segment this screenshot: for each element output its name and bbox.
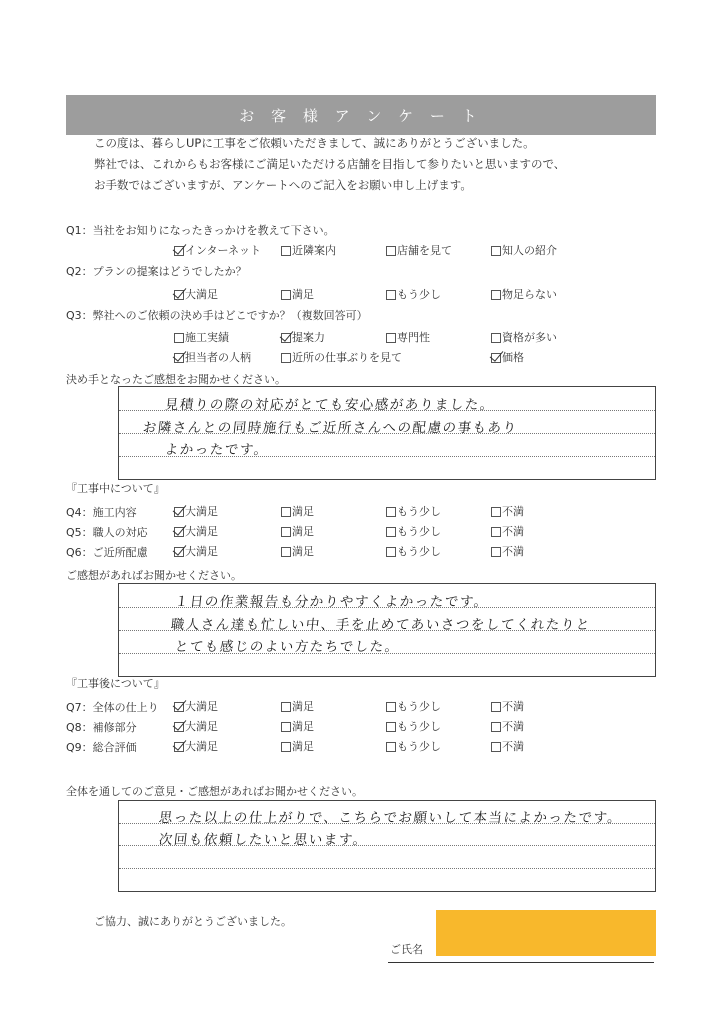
q1-label: Q1：当社をお知りになったきっかけを教えて下さい。	[66, 224, 335, 237]
checkbox[interactable]	[281, 353, 291, 363]
checkbox-checked[interactable]	[491, 353, 501, 363]
q5-option-somewhat[interactable]: もう少し	[386, 526, 441, 537]
checkbox-checked[interactable]	[174, 742, 184, 752]
q4-option-unsatisfied[interactable]: 不満	[491, 506, 524, 517]
comment3-box[interactable]	[118, 800, 656, 892]
closing-thanks: ご協力、誠にありがとうございました。	[94, 915, 292, 928]
q3-option-staff[interactable]: 担当者の人柄	[174, 352, 251, 363]
checkbox-checked[interactable]	[281, 333, 291, 343]
q5-option-unsatisfied[interactable]: 不満	[491, 526, 524, 537]
q3-label: Q3：弊社へのご依頼の決め手はどこですか？（複数回答可）	[66, 309, 368, 322]
checkbox-checked[interactable]	[174, 702, 184, 712]
checkbox[interactable]	[281, 742, 291, 752]
checkbox[interactable]	[386, 507, 396, 517]
name-label: ご氏名	[390, 943, 423, 956]
q2-option-satisfied[interactable]: 満足	[281, 289, 314, 300]
q6-option-satisfied[interactable]: 満足	[281, 546, 314, 557]
checkbox-checked[interactable]	[174, 527, 184, 537]
checkbox[interactable]	[386, 246, 396, 256]
checkbox[interactable]	[491, 290, 501, 300]
comment3-text-line-2: 次回も依頼したいと思います。	[157, 832, 369, 848]
survey-title-bar	[66, 95, 656, 135]
q7-option-somewhat[interactable]: もう少し	[386, 701, 441, 712]
q9-option-somewhat[interactable]: もう少し	[386, 741, 441, 752]
checkbox[interactable]	[491, 246, 501, 256]
q9-option-satisfied[interactable]: 満足	[281, 741, 314, 752]
q5-option-very-satisfied[interactable]: 大満足	[174, 526, 218, 537]
q3-option-track-record[interactable]: 施工実績	[174, 332, 229, 343]
checkbox[interactable]	[174, 333, 184, 343]
checkbox[interactable]	[281, 507, 291, 517]
checkbox[interactable]	[386, 722, 396, 732]
q2-option-very-satisfied[interactable]: 大満足	[174, 289, 218, 300]
checkbox-checked[interactable]	[174, 722, 184, 732]
q7-option-unsatisfied[interactable]: 不満	[491, 701, 524, 712]
q3-option-price[interactable]: 価格	[491, 352, 524, 363]
after-heading: 『工事後について』	[66, 677, 165, 690]
name-signature-line[interactable]	[388, 962, 654, 963]
checkbox[interactable]	[491, 722, 501, 732]
q1-option-internet[interactable]: インターネット	[174, 245, 261, 256]
q8-option-satisfied[interactable]: 満足	[281, 721, 314, 732]
q2-label: Q2：プランの提案はどうでしたか？	[66, 265, 247, 278]
survey-title: お 客 様 ア ン ケ ー ト	[239, 106, 483, 125]
checkbox[interactable]	[386, 547, 396, 557]
comment2-text-line-3: とても感じのよい方たちでした。	[173, 639, 401, 655]
q7-label: Q7：全体の仕上り	[66, 701, 159, 714]
q8-option-somewhat[interactable]: もう少し	[386, 721, 441, 732]
q2-option-somewhat[interactable]: もう少し	[386, 289, 441, 300]
q3-option-expertise[interactable]: 専門性	[386, 332, 430, 343]
comment2-box[interactable]	[118, 583, 656, 677]
q6-option-somewhat[interactable]: もう少し	[386, 546, 441, 557]
checkbox-checked[interactable]	[174, 507, 184, 517]
comment1-text-line-3: よかったです。	[163, 442, 270, 458]
checkbox[interactable]	[491, 547, 501, 557]
q4-label: Q4：施工内容	[66, 506, 137, 519]
q6-label: Q6：ご近所配慮	[66, 546, 148, 559]
comment2-text-line-1: １日の作業報告も分かりやすくよかったです。	[173, 594, 490, 610]
comment3-text-line-1: 思った以上の仕上がりで、こちらでお願いして本当によかったです。	[157, 810, 624, 826]
during-heading: 『工事中について』	[66, 482, 165, 495]
checkbox[interactable]	[491, 333, 501, 343]
q8-label: Q8：補修部分	[66, 721, 137, 734]
checkbox-checked[interactable]	[174, 290, 184, 300]
intro-line-1: この度は、暮らしUPに工事をご依頼いただきまして、誠にありがとうございました。	[94, 136, 535, 150]
q5-label: Q5：職人の対応	[66, 526, 148, 539]
ruled-line	[119, 868, 655, 869]
comment3-prompt: 全体を通してのご意見・ご感想があればお聞かせください。	[66, 785, 363, 798]
q1-option-store[interactable]: 店舗を見て	[386, 245, 452, 256]
q3-option-proposal[interactable]: 提案力	[281, 332, 325, 343]
checkbox[interactable]	[281, 527, 291, 537]
checkbox[interactable]	[386, 290, 396, 300]
checkbox[interactable]	[281, 246, 291, 256]
q3-option-qualifications[interactable]: 資格が多い	[491, 332, 557, 343]
q4-option-somewhat[interactable]: もう少し	[386, 506, 441, 517]
checkbox[interactable]	[491, 742, 501, 752]
checkbox[interactable]	[281, 702, 291, 712]
q5-option-satisfied[interactable]: 満足	[281, 526, 314, 537]
comment2-prompt: ご感想があればお聞かせください。	[66, 569, 242, 582]
q1-option-referral[interactable]: 知人の紹介	[491, 245, 557, 256]
checkbox[interactable]	[491, 527, 501, 537]
comment2-text-line-2: 職人さん達も忙しい中、手を止めてあいさつをしてくれたりと	[169, 617, 592, 633]
checkbox[interactable]	[491, 507, 501, 517]
q2-option-unsatisfied[interactable]: 物足らない	[491, 289, 557, 300]
q9-option-unsatisfied[interactable]: 不満	[491, 741, 524, 752]
checkbox-checked[interactable]	[174, 547, 184, 557]
q9-option-very-satisfied[interactable]: 大満足	[174, 741, 218, 752]
checkbox[interactable]	[386, 742, 396, 752]
q6-option-very-satisfied[interactable]: 大満足	[174, 546, 218, 557]
name-redaction	[436, 910, 656, 956]
intro-line-3: お手数ではございますが、アンケートへのご記入をお願い申し上げます。	[94, 178, 472, 192]
q4-option-satisfied[interactable]: 満足	[281, 506, 314, 517]
q8-option-unsatisfied[interactable]: 不満	[491, 721, 524, 732]
checkbox[interactable]	[386, 333, 396, 343]
checkbox-checked[interactable]	[174, 246, 184, 256]
q4-option-very-satisfied[interactable]: 大満足	[174, 506, 218, 517]
checkbox[interactable]	[281, 547, 291, 557]
q7-option-very-satisfied[interactable]: 大満足	[174, 701, 218, 712]
q3-option-local-work[interactable]: 近所の仕事ぶりを見て	[281, 352, 402, 363]
comment1-text-line-1: 見積りの際の対応がとても安心感がありました。	[163, 397, 496, 413]
comment1-text-line-2: お隣さんとの同時施行もご近所さんへの配慮の事もあり	[141, 420, 519, 436]
intro-line-2: 弊社では、これからもお客様にご満足いただける店舗を目指して参りたいと思いますので、	[94, 157, 566, 171]
checkbox[interactable]	[281, 290, 291, 300]
comment1-box[interactable]	[118, 386, 656, 480]
q8-option-very-satisfied[interactable]: 大満足	[174, 721, 218, 732]
q9-label: Q9：総合評価	[66, 741, 137, 754]
q6-option-unsatisfied[interactable]: 不満	[491, 546, 524, 557]
comment1-prompt: 決め手となったご感想をお聞かせください。	[66, 373, 286, 386]
checkbox[interactable]	[386, 527, 396, 537]
checkbox[interactable]	[386, 702, 396, 712]
checkbox-checked[interactable]	[174, 353, 184, 363]
checkbox[interactable]	[281, 722, 291, 732]
q1-option-neighborhood[interactable]: 近隣案内	[281, 245, 336, 256]
q7-option-satisfied[interactable]: 満足	[281, 701, 314, 712]
checkbox[interactable]	[491, 702, 501, 712]
